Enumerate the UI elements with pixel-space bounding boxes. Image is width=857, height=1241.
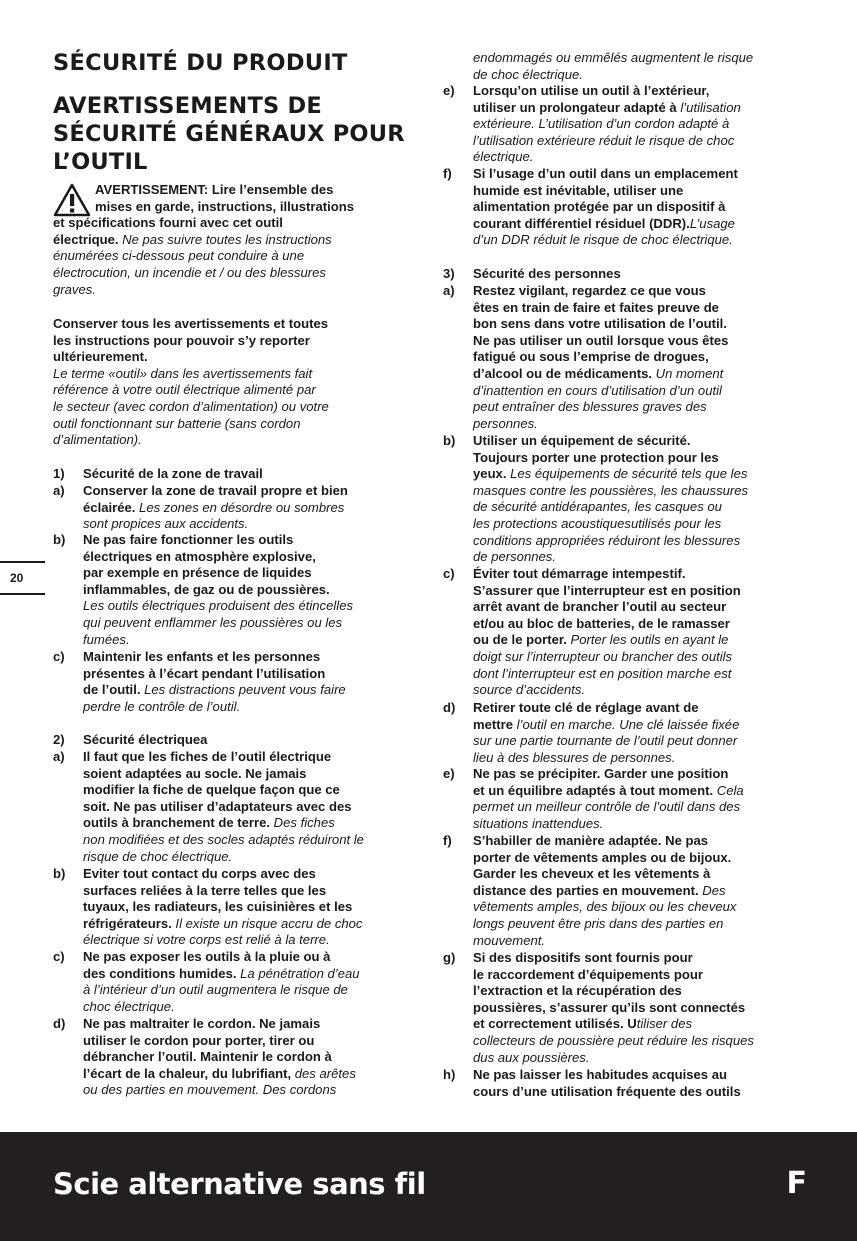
section-subtitle xyxy=(53,92,415,176)
footer-bar xyxy=(0,1132,857,1241)
subtitle-line: L’OUTIL xyxy=(53,149,148,175)
page-number-tab xyxy=(0,561,45,595)
keep-instructions-paragraph: Conserver tous les avertissements et toutes les instructions pour pouvoir s’y reporter ultérieurement. Le terme «outil» dans les avertissements fait référence à votre outil électrique alimenté par le secteur (avec cordon d’alimentation) ou votre outil fonctionnant sur batterie (sans cordon d’alimentation). xyxy=(53,316,329,448)
warning-paragraph: AVERTISSEMENT: Lire l’ensemble des mises en garde, instructions, illustrations et spécifications fourni avec cet outil électrique. Ne pas suivre toutes les instructions énumérées ci-dessous peut conduire à une électrocution, un incendie et / ou des blessures graves. xyxy=(53,182,355,297)
language-letter: F xyxy=(786,1166,807,1201)
page-number: 20 xyxy=(10,571,24,585)
subtitle-line: SÉCURITÉ GÉNÉRAUX POUR xyxy=(53,121,405,147)
footer-title: Scie alternative sans fil xyxy=(53,1167,426,1201)
subtitle-line: AVERTISSEMENTS DE xyxy=(53,93,322,119)
section-title: SÉCURITÉ DU PRODUIT xyxy=(53,50,348,76)
